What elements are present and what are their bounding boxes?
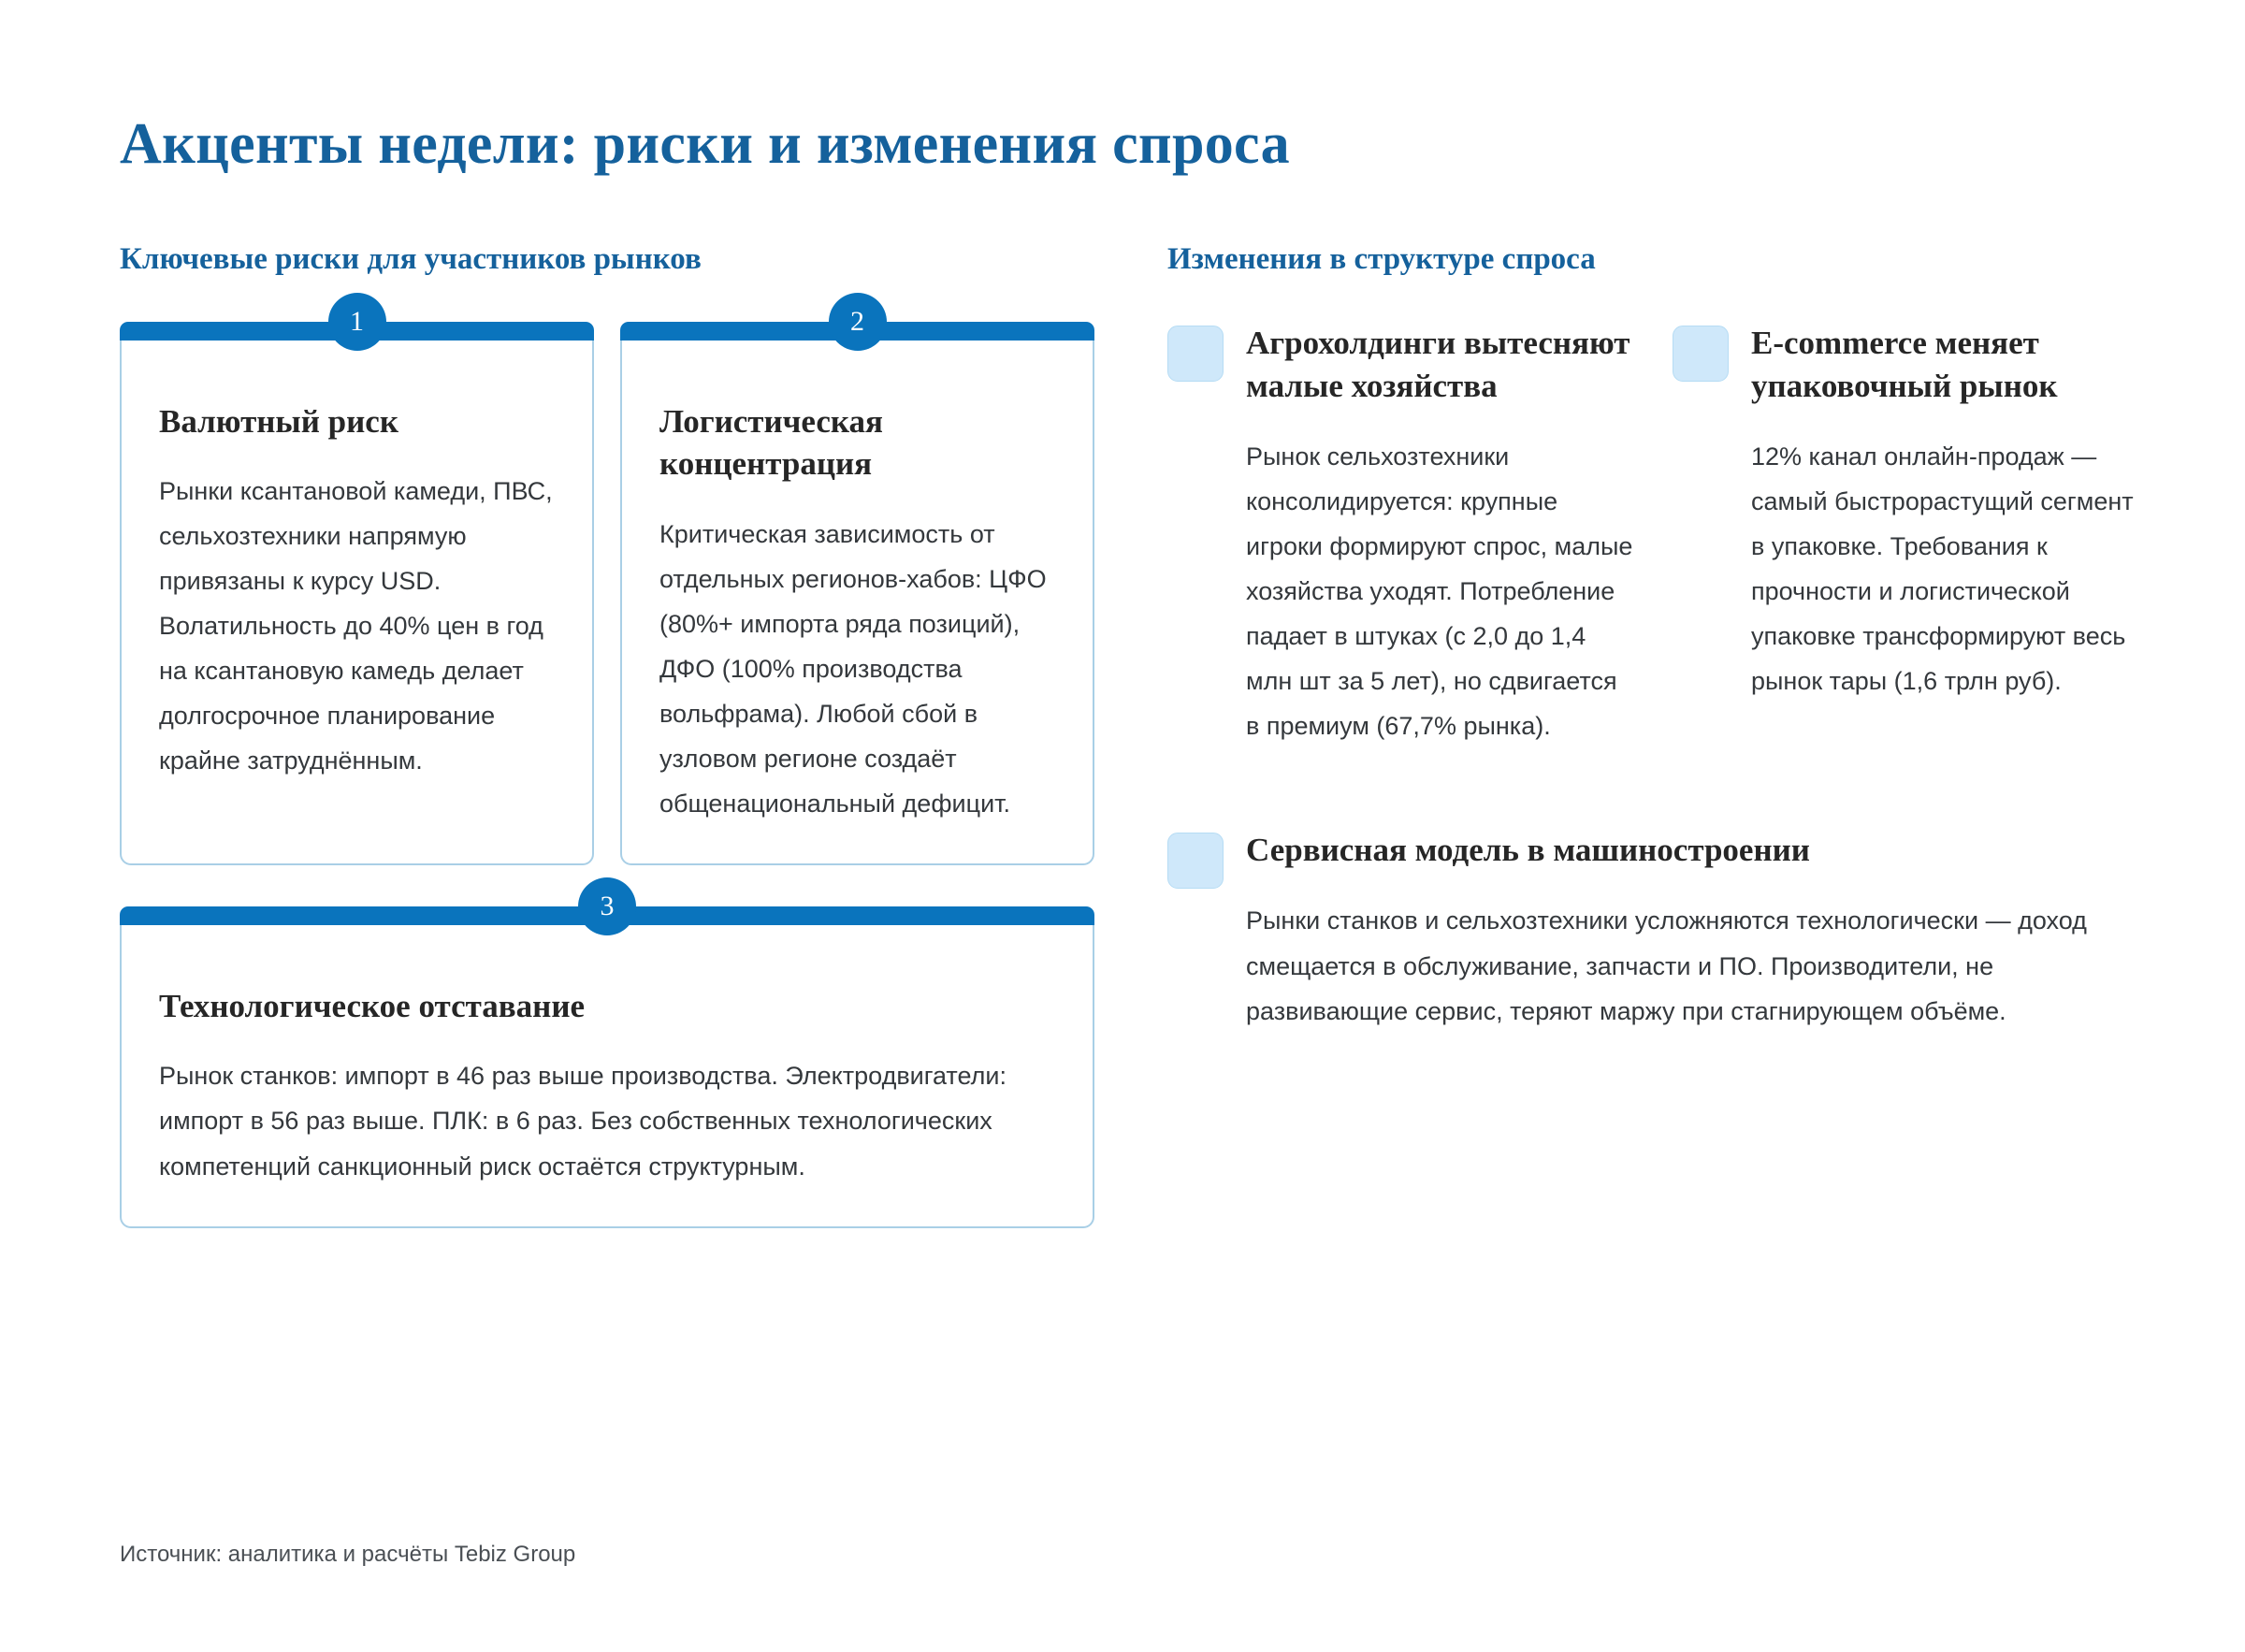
- demand-items-grid: [1167, 322, 2140, 749]
- risk-card-3-wrap: [120, 890, 1094, 1228]
- square-marker-icon: [1167, 833, 1224, 889]
- risk-card-title: Технологическое отставание: [159, 987, 586, 1024]
- risk-card-1[interactable]: [120, 305, 594, 865]
- risk-card-title: Валютный риск: [159, 402, 399, 440]
- risk-cards-row: [120, 305, 1094, 865]
- risks-column: [120, 241, 1094, 1228]
- demand-item-text: [1751, 322, 2140, 704]
- card-number-badge: 3: [578, 877, 636, 935]
- demand-item-title: Агрохолдинги вытесняют малые хозяйства: [1246, 324, 1630, 404]
- square-marker-icon: [1673, 326, 1729, 382]
- risk-card-body: Рынки ксантановой камеди, ПВС, сельхозтехники напрямую привязаны к курсу USD. Волатильность до 40% цен в год на ксантановую камедь делает долгосрочное планирование крайне затруднённым.: [159, 477, 553, 775]
- risks-section-heading: Ключевые риски для участников рынков: [120, 242, 702, 276]
- demand-item-body: 12% канал онлайн-продаж — самый быстрорастущий сегмент в упаковке. Требования к прочности и логистической упаковке трансформируют весь рынок тары (1,6 трлн руб).: [1751, 442, 2134, 696]
- risk-card-body: Критическая зависимость от отдельных регионов-хабов: ЦФО (80%+ импорта ряда позиций), ДФО (100% производства вольфрама). Любой сбой в узловом регионе создаёт общенациональный дефицит.: [659, 519, 1047, 818]
- demand-item-body: Рынки станков и сельхозтехники усложняются технологически — доход смещается в обслуживание, запчасти и ПО. Производители, не развивающие сервис, теряют маржу при стагнирующем объёме.: [1246, 906, 2087, 1025]
- card-number-badge: 2: [829, 293, 887, 351]
- source-note: Источник: аналитика и расчёты Tebiz Group: [120, 1542, 576, 1567]
- demand-col-left: [1167, 322, 1635, 749]
- demand-item-title: Сервисная модель в машиностроении: [1246, 832, 1810, 869]
- card-number-badge: 1: [328, 293, 386, 351]
- demand-column: [1167, 241, 2140, 1034]
- risk-card-title: Логистическая концентрация: [659, 402, 883, 483]
- risk-card-3[interactable]: [120, 890, 1094, 1228]
- demand-item-body: Рынок сельхозтехники консолидируется: крупные игроки формируют спрос, малые хозяйства уходят. Потребление падает в штуках (с 2,0 до 1,4 млн шт за 5 лет), но сдвигается в премиум (67,7% рынка).: [1246, 442, 1633, 741]
- demand-col-right: [1673, 322, 2140, 749]
- demand-item-ecommerce[interactable]: [1673, 322, 2140, 704]
- page-title: Акценты недели: риски и изменения спроса: [120, 111, 1290, 176]
- demand-item-agroholdings[interactable]: [1167, 322, 1635, 749]
- demand-item-text: [1246, 322, 1635, 749]
- demand-section-heading: Изменения в структуре спроса: [1167, 242, 1596, 276]
- risk-card-body: Рынок станков: импорт в 46 раз выше производства. Электродвигатели: импорт в 56 раз выше. ПЛК: в 6 раз. Без собственных технологических компетенций санкционный риск остаётся структурным.: [159, 1062, 1007, 1181]
- square-marker-icon: [1167, 326, 1224, 382]
- demand-item-title: E-commerce меняет упаковочный рынок: [1751, 324, 2058, 404]
- risk-card-2[interactable]: [620, 305, 1094, 865]
- demand-item-service-model[interactable]: [1167, 829, 2140, 1033]
- demand-item-text: [1246, 829, 2140, 1033]
